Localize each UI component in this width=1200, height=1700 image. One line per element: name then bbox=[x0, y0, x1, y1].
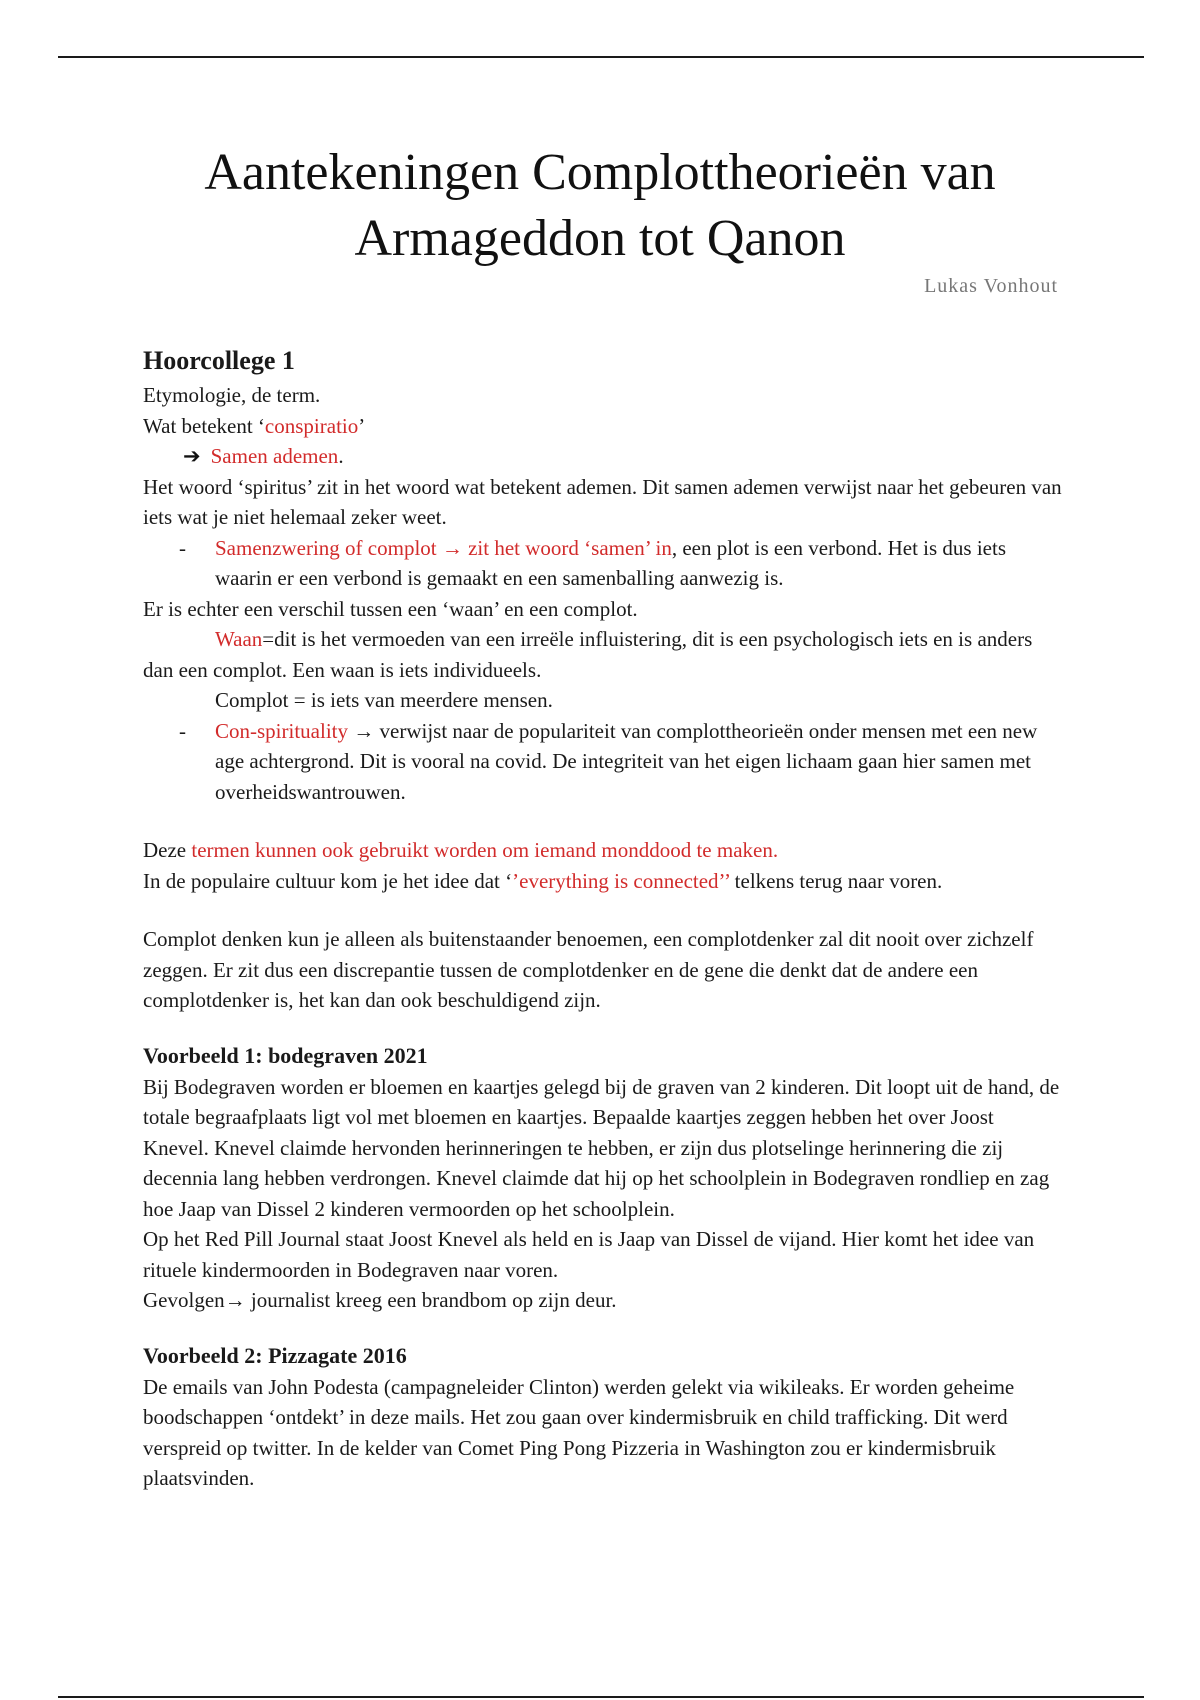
culture-prefix: In de populaire cultuur kom je het idee dat ‘ bbox=[143, 868, 513, 893]
bullet-red-text: Samenzwering of complot → zit het woord ‘samen’ in bbox=[215, 535, 672, 560]
bottom-rule bbox=[58, 1696, 1144, 1698]
spacer bbox=[143, 1316, 1063, 1340]
bullet-samenzwering bbox=[143, 533, 1063, 594]
author-name: Lukas Vonhout bbox=[924, 275, 1058, 297]
question-suffix: ’ bbox=[358, 413, 366, 438]
spiritus-paragraph: Het woord ‘spiritus’ zit in het woord wat betekent ademen. Dit samen ademen verwijst naar het gebeuren van iets wat je niet helemaal zeker weet. bbox=[143, 474, 1062, 529]
example2-paragraph-1: De emails van John Podesta (campagneleider Clinton) werden gelekt via wikileaks. Er worden geheime boodschappen ‘ontdekt’ in deze mails. Het zou gaan over kindermisbruik en child trafficking. Dit werd verspreid op twitter. In de kelder van Comet Ping Pong Pizzeria in Washington zou er kindermisbruik plaatsvinden. bbox=[143, 1374, 1015, 1490]
bullet-red-text: Con-spirituality bbox=[215, 718, 348, 743]
bullet-text: → verwijst naar de populariteit van complottheorieën onder mensen met een new age achtergrond. Dit is vooral na covid. De integriteit van het eigen lichaam gaan hier samen met overheidswantrouwen. bbox=[215, 718, 1038, 804]
bullet-dash: - bbox=[179, 535, 186, 560]
terms-red: termen kunnen ook gebruikt worden om iemand monddood te maken. bbox=[191, 838, 779, 862]
example1-heading: Voorbeeld 1: bodegraven 2021 bbox=[143, 1042, 428, 1068]
waan-text: =dit is het vermoeden van een irreële influistering, dit is een psychologisch iets en is anders dan een complot. Een waan is iets individueels. bbox=[143, 627, 1033, 682]
bullet-text: , een plot is een verbond. Het is dus iets waarin er een verbond is gemaakt en een samenballing aanwezig is. bbox=[215, 535, 1007, 590]
spacer bbox=[143, 807, 1063, 835]
example1-paragraph-3: Gevolgen→ journalist kreeg een brandbom op zijn deur. bbox=[143, 1288, 617, 1312]
arrow-tail: . bbox=[338, 444, 344, 468]
complot-definition: Complot = is iets van meerdere mensen. bbox=[215, 688, 553, 712]
term-conspiratio: conspiratio bbox=[264, 413, 359, 438]
document-body bbox=[143, 342, 1063, 1494]
arrow-right-icon: ➔ bbox=[183, 444, 201, 468]
etymology-line: Etymologie, de term. bbox=[143, 383, 321, 407]
complot-denken-paragraph: Complot denken kun je alleen als buitenstaander benoemen, een complotdenker zal dit nooit over zichzelf zeggen. Er zit dus een discrepantie tussen de complotdenker en de gene die denkt dat de andere een complotdenker is, het kan dan ook beschuldigend zijn. bbox=[143, 927, 1034, 1012]
document-title bbox=[0, 140, 1200, 272]
waan-term: Waan bbox=[215, 627, 263, 651]
spacer bbox=[143, 1016, 1063, 1040]
example1-paragraph-1: Bij Bodegraven worden er bloemen en kaartjes gelegd bij de graven van 2 kinderen. Dit loopt uit de hand, de totale begraafplaats ligt vol met bloemen en kaartjes. Bepaalde kaartjes zeggen hebben het over Joost Knevel. Knevel claimde hervonden herinneringen te hebben, er zijn dus plotselinge herinnering die zij decennia lang hebben verdrongen. Knevel claimde dat hij op het schoolplein in Bodegraven rondliep en zag hoe Jaap van Dissel 2 kinderen vermoorden op het schoolplein. bbox=[143, 1074, 1060, 1221]
culture-suffix: telkens terug naar voren. bbox=[729, 868, 943, 893]
bullet-dash: - bbox=[179, 718, 186, 743]
terms-line bbox=[143, 835, 1063, 866]
arrow-text: Samen ademen bbox=[210, 444, 339, 468]
title-line-2: Armageddon tot Qanon bbox=[354, 210, 846, 267]
title-line-1: Aantekeningen Complottheorieën van bbox=[204, 144, 996, 201]
top-rule bbox=[58, 56, 1144, 58]
example1-paragraph-2: Op het Red Pill Journal staat Joost Knevel als held en is Jaap van Dissel de vijand. Hier komt het idee van rituele kindermoorden in Bodegraven naar voren. bbox=[143, 1227, 1035, 1282]
question-prefix: Wat betekent ‘ bbox=[143, 413, 265, 438]
terms-prefix: Deze bbox=[143, 838, 192, 862]
spacer bbox=[143, 896, 1063, 924]
arrow-line bbox=[143, 441, 1063, 472]
section-heading: Hoorcollege 1 bbox=[143, 346, 295, 375]
waan-definition bbox=[143, 624, 1063, 685]
example2-heading: Voorbeeld 2: Pizzagate 2016 bbox=[143, 1342, 407, 1368]
culture-quote: ’everything is connected’’ bbox=[512, 868, 730, 893]
difference-line: Er is echter een verschil tussen een ‘waan’ en een complot. bbox=[143, 596, 638, 621]
bullet-con-spirituality bbox=[143, 716, 1063, 808]
culture-line bbox=[143, 866, 1063, 897]
question-line bbox=[143, 411, 1063, 442]
